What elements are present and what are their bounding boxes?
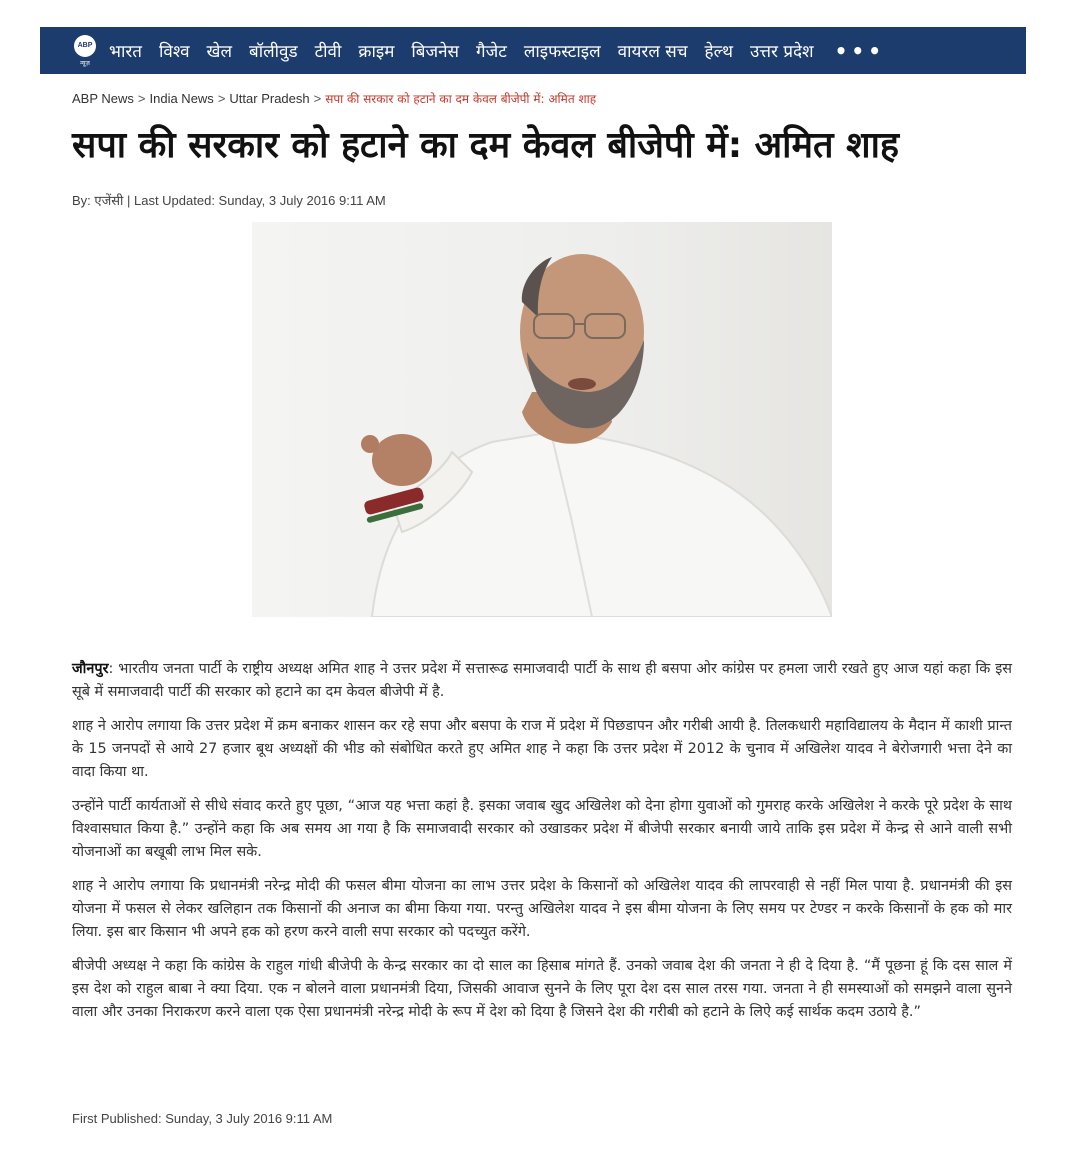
breadcrumb-current: सपा की सरकार को हटाने का दम केवल बीजेपी में: अमित शाह	[325, 92, 597, 106]
article-body	[72, 658, 1012, 1035]
article-photo	[252, 222, 832, 617]
nav-item-bharat[interactable]: भारत	[109, 42, 142, 62]
top-navigation-bar	[40, 27, 1026, 74]
abp-news-logo[interactable]	[73, 34, 97, 68]
breadcrumb-separator: >	[217, 91, 226, 106]
breadcrumb-uttar-pradesh[interactable]: Uttar Pradesh	[229, 91, 310, 106]
breadcrumb-abp-news[interactable]: ABP News	[72, 91, 134, 106]
nav-item-bollywood[interactable]: बॉलीवुड	[248, 42, 298, 62]
breadcrumb-separator: >	[137, 91, 146, 106]
nav-item-uttar-pradesh[interactable]: उत्तर प्रदेश	[749, 42, 814, 62]
first-published: First Published: Sunday, 3 July 2016 9:11 AM	[72, 1111, 333, 1126]
paragraph-text: : भारतीय जनता पार्टी के राष्ट्रीय अध्यक्ष अमित शाह ने उत्तर प्रदेश में सत्तारूढ समाजवादी पार्टी के साथ ही बसपा ओर कांग्रेस पर हमला जारी रखते हुए आज यहां कहा कि इस सूबे में समाजवादी पार्टी की सरकार को हटाने का दम केवल बीजेपी में है.	[72, 661, 1012, 700]
nav-item-health[interactable]: हेल्थ	[704, 42, 733, 62]
nav-item-viral-sach[interactable]: वायरल सच	[617, 42, 688, 62]
logo-badge: ABP	[74, 35, 96, 57]
article-title: सपा की सरकार को हटाने का दम केवल बीजेपी में: अमित शाह	[72, 125, 900, 166]
nav-item-gadget[interactable]: गैजेट	[476, 42, 507, 62]
article-paragraph: उन्होंने पार्टी कार्यताओं से सीधे संवाद करते हुए पूछा, “आज यह भत्ता कहां है. इसका जवाब खुद अखिलेश को देना होगा युवाओं को गुमराह करके अखिलेश ने करके पूरे प्रदेश के साथ विश्वासघात किया है.” उन्होंने कहा कि अब समय आ गया है कि समाजवादी सरकार को उखाडकर प्रदेश में बीजेपी सरकार बनायी जाये ताकि इस प्रदेश में केन्द्र से आने वाली सभी योजनाओं का बखूबी लाभ मिल सके.	[72, 798, 1012, 860]
article-paragraph: शाह ने आरोप लगाया कि उत्तर प्रदेश में क्रम बनाकर शासन कर रहे सपा और बसपा के राज में प्रदेश में पिछडापन और गरीबी आयी है. तिलकधारी महाविद्यालय के मैदान में काशी प्रान्त के 15 जनपदों से आये 27 हजार बूथ अध्यक्षों की भीड को संबोधित करते हुए अमित शाह ने कहा कि उत्तर प्रदेश में 2012 के चुनाव में अखिलेश यादव ने बेरोजगारी भत्ता देने का वादा किया था.	[72, 718, 1012, 780]
breadcrumb-india-news[interactable]: India News	[149, 91, 214, 106]
nav-item-business[interactable]: बिजनेस	[411, 42, 460, 62]
more-menu-icon[interactable]: •••	[834, 38, 885, 63]
nav-item-vishwa[interactable]: विश्व	[159, 42, 190, 62]
article-byline: By: एजेंसी | Last Updated: Sunday, 3 July 2016 9:11 AM	[72, 193, 386, 208]
breadcrumb-separator: >	[313, 91, 322, 106]
article-paragraph: शाह ने आरोप लगाया कि प्रधानमंत्री नरेन्द्र मोदी की फसल बीमा योजना का लाभ उत्तर प्रदेश के किसानों को अखिलेश यादव की लापरवाही से नहीं मिल पाया है. प्रधानमंत्री की इस योजना में फसल से लेकर खलिहान तक किसानों की अनाज का बीमा किया गया. परन्तु अखिलेश यादव ने इस बीमा योजना के लिए समय पर टेण्डर न करके किसानों के हक को मार लिया. इस बार किसान भी अपने हक को हरण करने वाली सपा सरकार को पदच्युत करेंगे.	[72, 878, 1012, 940]
nav-item-crime[interactable]: क्राइम	[358, 42, 395, 62]
article-paragraph: बीजेपी अध्यक्ष ने कहा कि कांग्रेस के राहुल गांधी बीजेपी के केन्द्र सरकार का दो साल का हिसाब मांगते हैं. उनको जवाब देश की जनता ने ही दे दिया है. “मैं पूछना हूं कि दस साल में इस देश को राहुल बाबा ने क्या दिया. एक न बोलने वाला प्रधानमंत्री दिया, जिसकी आवाज सुनने के लिए पूरा देश दस साल तरस गया. जनता ने ही समस्याओं को समझने वाला सुनने वाला और उनका निराकरण करने वाला एक ऐसा प्रधानमंत्री नरेन्द्र मोदी के रूप में देश को दिया है जिसने देश की गरीबी को हटाने के लिऐ कई सार्थक कदम उठाये है.”	[72, 958, 1012, 1020]
amit-shah-photo	[252, 222, 832, 617]
article-paragraph	[72, 658, 1012, 704]
nav-item-lifestyle[interactable]: लाइफस्टाइल	[523, 42, 601, 62]
nav-item-khel[interactable]: खेल	[206, 42, 232, 62]
logo-subtext: न्यूज़	[80, 59, 90, 67]
breadcrumb	[72, 90, 596, 107]
nav-item-tv[interactable]: टीवी	[314, 42, 342, 62]
nav-menu	[109, 39, 885, 63]
dateline-place: जौनपुर	[72, 661, 109, 677]
